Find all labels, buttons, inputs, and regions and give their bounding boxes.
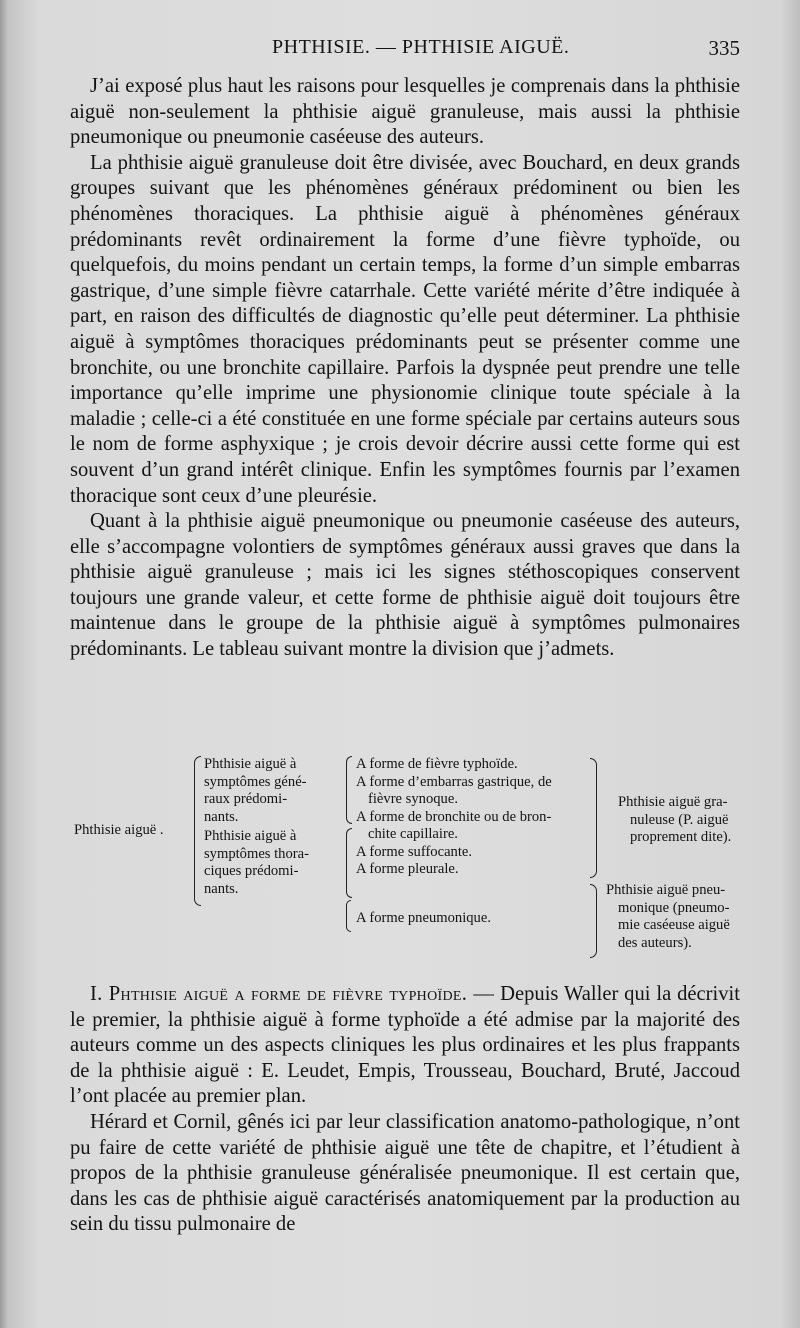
left-brace bbox=[194, 756, 201, 906]
running-title: PHTHISIE. — PHTHISIE AIGUË. bbox=[272, 36, 570, 58]
section-heading: I. Phthisie aiguë a forme de fièvre typhoïde. — bbox=[90, 983, 495, 1005]
right-brace-pneumonic bbox=[590, 884, 597, 958]
paragraph: J’ai exposé plus haut les raisons pour lesquelles je comprenais dans la phthisie aiguë non-seulement la phthisie aiguë granuleuse, mais aussi la phthisie pneumonique ou pneumonie caséeuse des auteurs. bbox=[70, 75, 740, 149]
paragraph: Quant à la phthisie aiguë pneumonique ou pneumonie caséeuse des auteurs, elle s’accompagne volontiers de symptômes généraux aussi graves que dans la phthisie aiguë granuleuse ; mais ici les signes stéthoscopiques conservent toujours une grande valeur, et cette forme de phthisie aiguë doit toujours être maintenue dans le groupe de la phthisie aiguë à symptômes pulmonaires prédominants. Le tableau suivant montre la division que j’admets. bbox=[70, 510, 740, 661]
group-thoracic: Phthisie aiguë à symptômes thora- ciques prédomi- nants. bbox=[204, 828, 309, 897]
paragraph: I. Phthisie aiguë a forme de fièvre typhoïde. — Depuis Waller qui la décrivit le premier, la phthisie aiguë à forme typhoïde a été admise par la majorité des auteurs comme un des aspects cliniques les plus ordinaires et les plus frappants de la phthisie aiguë : E. Leudet, Empis, Trousseau, Bouchard, Bruté, Jaccoud l’ont placée au premier plan. bbox=[70, 983, 740, 1108]
paragraph: La phthisie aiguë granuleuse doit être divisée, avec Bouchard, en deux grands groupes suivant que les phénomènes généraux prédominent ou bien les phénomènes thoraciques. La phthisie aiguë à phénomènes généraux prédominants revêt ordinairement la forme d’une fièvre typhoïde, ou quelquefois, du moins pendant un certain temps, la forme d’un simple embarras gastrique, d’une simple fièvre catarrhale. Cette variété mérite d’être indiquée à part, en raison des difficultés de diagnostic qu’elle peut déterminer. La phthisie aiguë à symptômes thoraciques prédominants peut se présenter comme une bronchite, ou une bronchite capillaire. Parfois la dyspnée peut prendre une telle importance qu’elle imprime une physionomie clinique toute spéciale à la maladie ; celle-ci a été constituée en une forme spéciale par certains auteurs sous le nom de forme asphyxique ; je crois devoir décrire aussi cette forme qui est souvent d’un grand intérêt clinique. Enfin les symptômes fournis par l’examen thoracique sont ceux d’une pleurésie. bbox=[70, 151, 740, 507]
classification-table bbox=[74, 752, 744, 962]
paragraph: Hérard et Cornil, gênés ici par leur classification anatomo-pathologique, n’ont pu faire de cette variété de phthisie aiguë une tête de chapitre, et l’étudient à propos de la phthisie granuleuse généralisée pneumonique. Il est certain que, dans les cas de phthisie aiguë caractérisés anatomiquement par la production au sein du tissu pulmonaire de bbox=[70, 1110, 740, 1236]
body-text-bottom bbox=[70, 982, 740, 1238]
forms-list: A forme de fièvre typhoïde. A forme d’embarras gastrique, de fièvre synoque. A forme de bronchite ou de bron- chite capillaire. A forme suffocante. A forme pleurale. bbox=[356, 756, 552, 877]
group-general: Phthisie aiguë à symptômes géné- raux prédomi- nants. bbox=[204, 756, 307, 825]
page-number: 335 bbox=[708, 36, 740, 60]
body-text-top bbox=[70, 74, 740, 663]
granular-label: Phthisie aiguë gra- nuleuse (P. aiguë proprement dite). bbox=[618, 794, 732, 845]
table-root-label: Phthisie aiguë . bbox=[74, 822, 164, 838]
running-header bbox=[76, 36, 740, 66]
pneumonic-label: Phthisie aiguë pneu- monique (pneumo- mie caséeuse aiguë des auteurs). bbox=[606, 882, 730, 951]
brace-pneumonic bbox=[346, 900, 351, 932]
brace-thoracic bbox=[346, 828, 352, 898]
right-brace-granular bbox=[590, 758, 597, 878]
form-pneumonic: A forme pneumonique. bbox=[356, 910, 491, 926]
brace-general bbox=[346, 756, 352, 824]
